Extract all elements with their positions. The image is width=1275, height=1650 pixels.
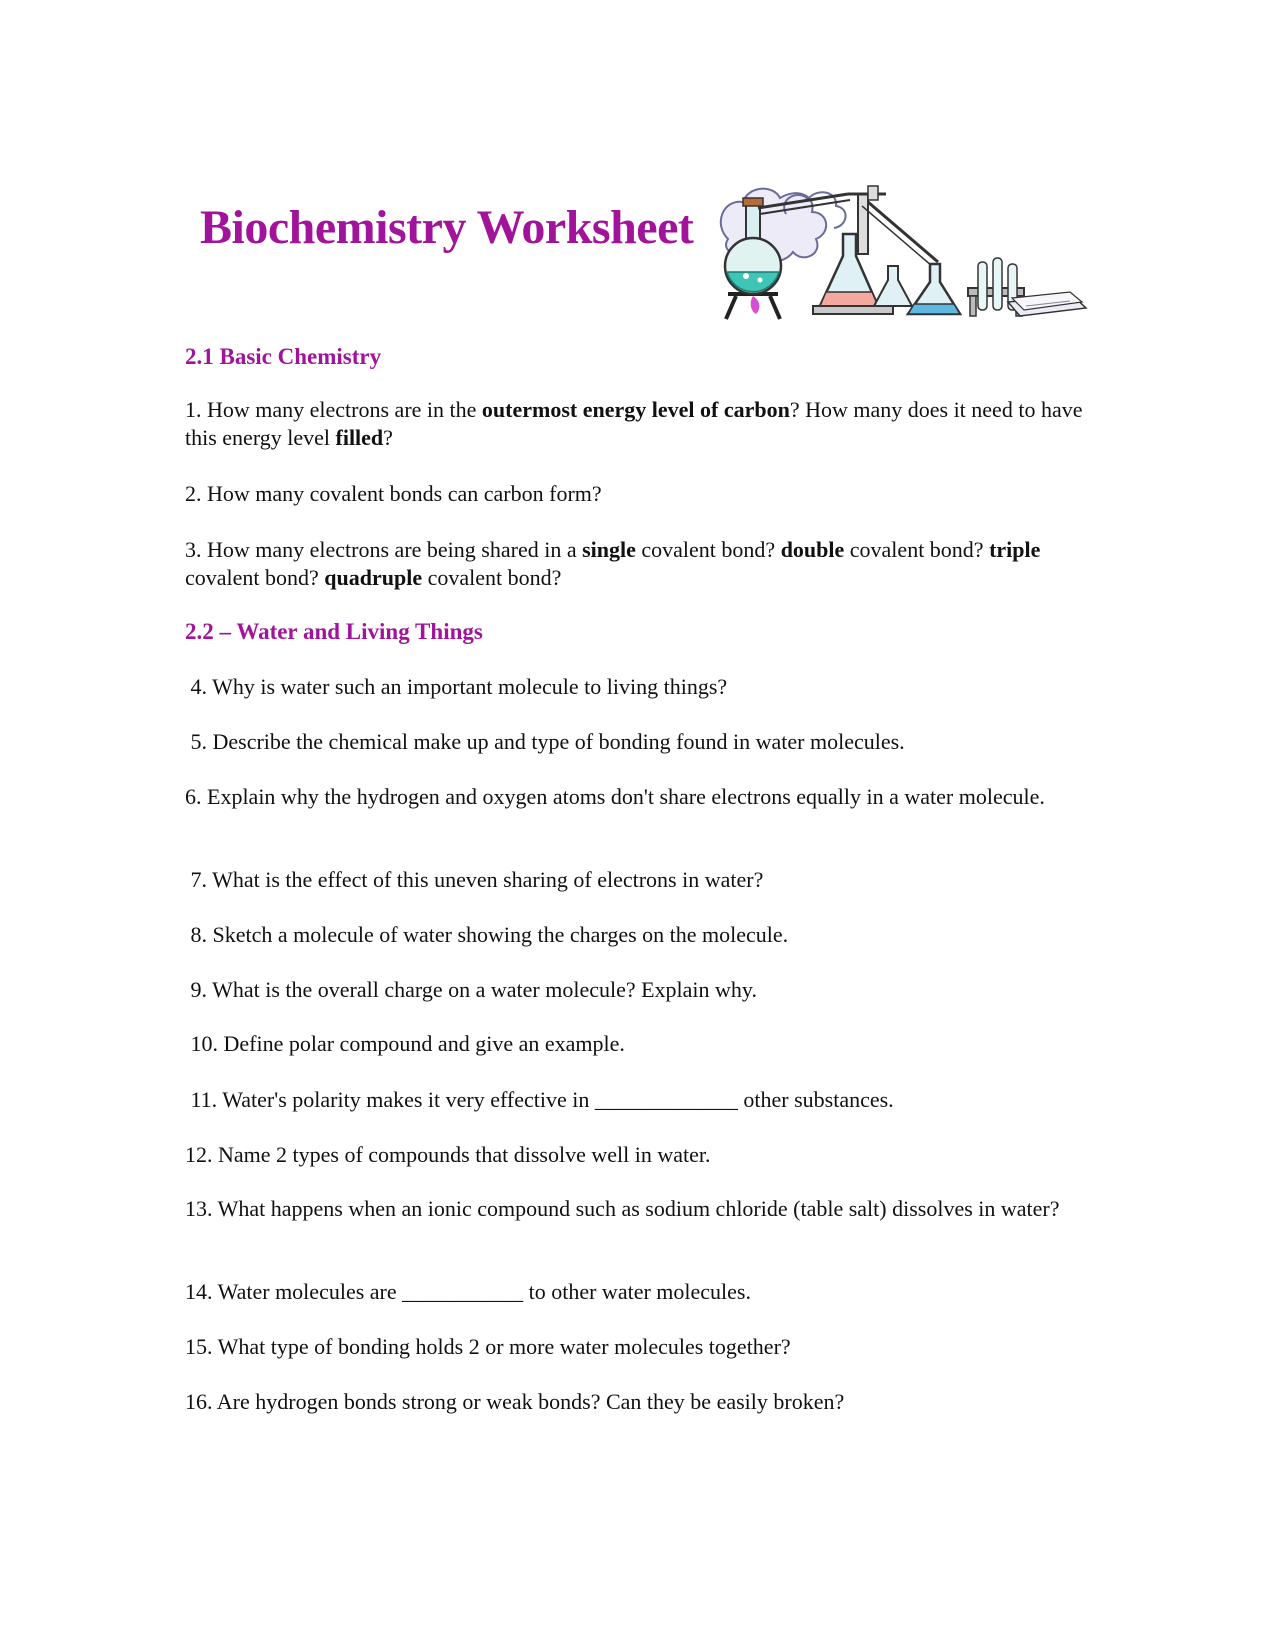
question-10: 10. Define polar compound and give an example. [185,1031,625,1056]
question-16: 16. Are hydrogen bonds strong or weak bonds? Can they be easily broken? [185,1389,845,1414]
question-11: 11. Water's polarity makes it very effective in _____________ other substances. [185,1087,894,1112]
question-1 [185,396,1088,452]
question-text: ? [383,425,393,450]
question-text: covalent bond? [422,565,562,590]
question-text: covalent bond? [635,537,781,562]
question-text: covalent bond? [844,537,990,562]
question-15: 15. What type of bonding holds 2 or more water molecules together? [185,1334,791,1359]
page-title: Biochemistry Worksheet [200,201,694,254]
question-text: ? How many does it need to have this energy level [185,397,1088,450]
question-5: 5. Describe the chemical make up and type of bonding found in water molecules. [185,729,905,754]
section-heading-water-and-living-things: 2.2 – Water and Living Things [185,619,483,644]
question-8: 8. Sketch a molecule of water showing the charges on the molecule. [185,922,789,947]
chemistry-lab-apparatus-icon [708,184,1088,324]
section-heading-basic-chemistry: 2.1 Basic Chemistry [185,344,382,369]
question-bold-text: triple [989,537,1041,562]
question-13: 13. What happens when an ionic compound such as sodium chloride (table salt) dissolves in water? [185,1196,1060,1221]
question-7: 7. What is the effect of this uneven sharing of electrons in water? [185,867,764,892]
question-bold-text: double [780,537,845,562]
question-14: 14. Water molecules are ___________ to other water molecules. [185,1279,751,1304]
question-text: 3. How many electrons are being shared in a [185,537,583,562]
question-4: 4. Why is water such an important molecule to living things? [185,674,728,699]
question-6: 6. Explain why the hydrogen and oxygen atoms don't share electrons equally in a water molecule. [185,784,1045,809]
question-text: 1. How many electrons are in the [185,397,482,422]
question-bold-text: quadruple [324,565,423,590]
question-9: 9. What is the overall charge on a water molecule? Explain why. [185,977,757,1002]
question-bold-text: filled [335,425,384,450]
question-bold-text: single [582,537,636,562]
question-3 [185,536,1085,592]
question-bold-text: outermost energy level of carbon [481,397,790,422]
question-text: covalent bond? [185,537,1046,590]
question-12: 12. Name 2 types of compounds that dissolve well in water. [185,1142,711,1167]
question-2: 2. How many covalent bonds can carbon form? [185,481,602,506]
